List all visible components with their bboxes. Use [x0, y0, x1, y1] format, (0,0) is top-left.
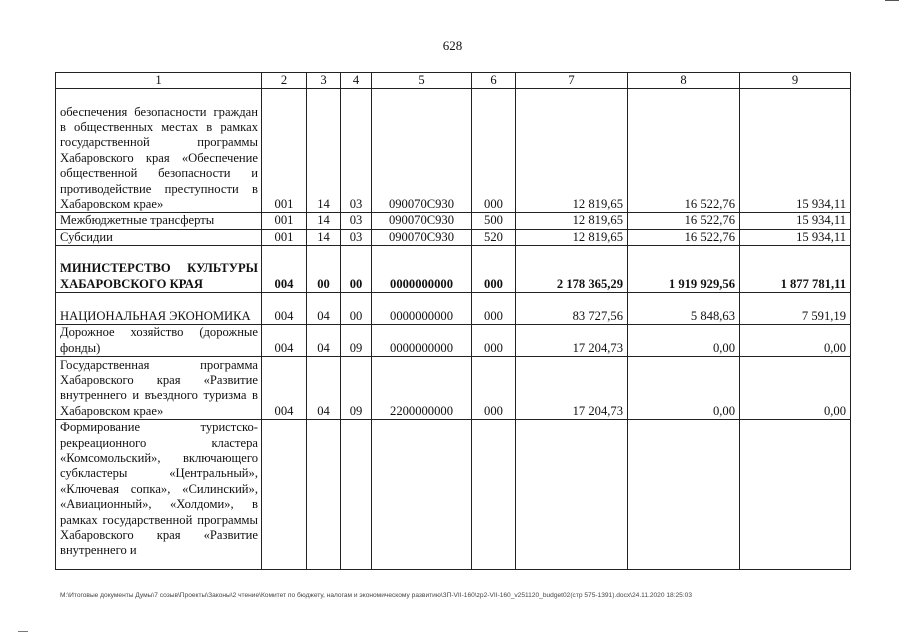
- cell-target-article: [372, 420, 472, 570]
- budget-table-container: [55, 72, 850, 586]
- cell-section: 04: [307, 325, 341, 357]
- cell-amount-2: 1 919 929,56: [628, 246, 740, 293]
- row-name: Субсидии: [56, 229, 262, 245]
- row-name: обеспечения безопасности граждан в общественных местах в рамках государственной программы Хабаровского края «Обеспечение общественной безопасности и противодействие преступности в Хабаровском крае»: [56, 89, 262, 213]
- cell-amount-2: 16 522,76: [628, 213, 740, 229]
- cell-target-article: 0000000000: [372, 325, 472, 357]
- page-number: 628: [442, 38, 463, 53]
- column-header: 5: [372, 73, 472, 89]
- cell-amount-2: 16 522,76: [628, 229, 740, 245]
- cell-section: 04: [307, 293, 341, 325]
- column-header: 4: [341, 73, 372, 89]
- cell-amount-1: 17 204,73: [516, 325, 628, 357]
- cell-amount-1: 17 204,73: [516, 357, 628, 420]
- cell-expense-type: 000: [472, 293, 516, 325]
- budget-table: [55, 72, 851, 570]
- column-header: 9: [740, 73, 851, 89]
- row-name: Формирование туристско-рекреационного кластера «Комсомольский», включающего субкластеры «Центральный», «Ключевая сопка», «Силинский», «Авиационный», «Холдоми», в рамках государственной программы Хабаровского края «Развитие внутреннего и: [56, 420, 262, 570]
- cell-target-article: 090070С930: [372, 89, 472, 213]
- cell-amount-1: 2 178 365,29: [516, 246, 628, 293]
- row-name: МИНИСТЕРСТВО КУЛЬТУРЫ ХАБАРОВСКОГО КРАЯ: [56, 246, 262, 293]
- cell-chapter: 004: [262, 357, 307, 420]
- row-name: НАЦИОНАЛЬНАЯ ЭКОНОМИКА: [56, 293, 262, 325]
- cell-expense-type: 000: [472, 246, 516, 293]
- cell-expense-type: [472, 420, 516, 570]
- table-row-ministry: [56, 246, 851, 293]
- cell-amount-2: 0,00: [628, 357, 740, 420]
- cell-expense-type: 500: [472, 213, 516, 229]
- cell-target-article: 0000000000: [372, 293, 472, 325]
- cell-chapter: 001: [262, 229, 307, 245]
- table-row: [56, 325, 851, 357]
- table-row: [56, 293, 851, 325]
- cell-amount-3: [740, 420, 851, 570]
- table-row: [56, 357, 851, 420]
- column-header: 2: [262, 73, 307, 89]
- table-row: [56, 89, 851, 213]
- cell-subsection: 09: [341, 325, 372, 357]
- column-header: 7: [516, 73, 628, 89]
- cell-section: 00: [307, 246, 341, 293]
- cell-subsection: 03: [341, 213, 372, 229]
- cell-subsection: 03: [341, 89, 372, 213]
- cell-amount-3: 0,00: [740, 325, 851, 357]
- cell-chapter: 004: [262, 293, 307, 325]
- row-name: Дорожное хозяйство (дорожные фонды): [56, 325, 262, 357]
- cell-subsection: 09: [341, 357, 372, 420]
- table-row: [56, 213, 851, 229]
- cell-amount-1: 12 819,65: [516, 229, 628, 245]
- table-row: [56, 229, 851, 245]
- cell-amount-1: 12 819,65: [516, 213, 628, 229]
- cell-amount-2: [628, 420, 740, 570]
- column-header: 1: [56, 73, 262, 89]
- cell-amount-2: 16 522,76: [628, 89, 740, 213]
- column-header: 3: [307, 73, 341, 89]
- cell-amount-3: 15 934,11: [740, 213, 851, 229]
- cell-section: 14: [307, 89, 341, 213]
- cell-subsection: 03: [341, 229, 372, 245]
- row-name: Межбюджетные трансферты: [56, 213, 262, 229]
- cell-amount-3: 7 591,19: [740, 293, 851, 325]
- corner-mark: [885, 0, 899, 7]
- margin-mark: [18, 631, 28, 632]
- cell-target-article: 2200000000: [372, 357, 472, 420]
- cell-section: [307, 420, 341, 570]
- cell-amount-2: 0,00: [628, 325, 740, 357]
- cell-amount-1: 83 727,56: [516, 293, 628, 325]
- column-header: 8: [628, 73, 740, 89]
- column-header-row: [56, 73, 851, 89]
- cell-section: 14: [307, 229, 341, 245]
- cell-section: 04: [307, 357, 341, 420]
- cell-chapter: 001: [262, 213, 307, 229]
- cell-expense-type: 520: [472, 229, 516, 245]
- cell-amount-3: 0,00: [740, 357, 851, 420]
- cell-subsection: 00: [341, 246, 372, 293]
- cell-chapter: 004: [262, 325, 307, 357]
- cell-target-article: 090070С930: [372, 213, 472, 229]
- row-name: Государственная программа Хабаровского края «Развитие внутреннего и въездного туризма в Хабаровском крае»: [56, 357, 262, 420]
- cell-subsection: [341, 420, 372, 570]
- cell-chapter: 004: [262, 246, 307, 293]
- cell-amount-3: 15 934,11: [740, 229, 851, 245]
- cell-amount-3: 1 877 781,11: [740, 246, 851, 293]
- cell-amount-3: 15 934,11: [740, 89, 851, 213]
- table-row: [56, 420, 851, 570]
- cell-expense-type: 000: [472, 325, 516, 357]
- column-header: 6: [472, 73, 516, 89]
- cell-target-article: 0000000000: [372, 246, 472, 293]
- cell-expense-type: 000: [472, 89, 516, 213]
- cell-section: 14: [307, 213, 341, 229]
- cell-subsection: 00: [341, 293, 372, 325]
- document-file-path: M:\Итоговые документы Думы\7 созыв\Проекты\Законы\2 чтение\Комитет по бюджету, налогам и экономическому развитию\ЗП-VII-160\zp2-VII-160_v251120_budget02(стр 575-1391).docx\24.11.2020 18:25:03: [60, 592, 693, 599]
- cell-expense-type: 000: [472, 357, 516, 420]
- cell-chapter: 001: [262, 89, 307, 213]
- cell-chapter: [262, 420, 307, 570]
- cell-target-article: 090070С930: [372, 229, 472, 245]
- cell-amount-1: 12 819,65: [516, 89, 628, 213]
- cell-amount-1: [516, 420, 628, 570]
- cell-amount-2: 5 848,63: [628, 293, 740, 325]
